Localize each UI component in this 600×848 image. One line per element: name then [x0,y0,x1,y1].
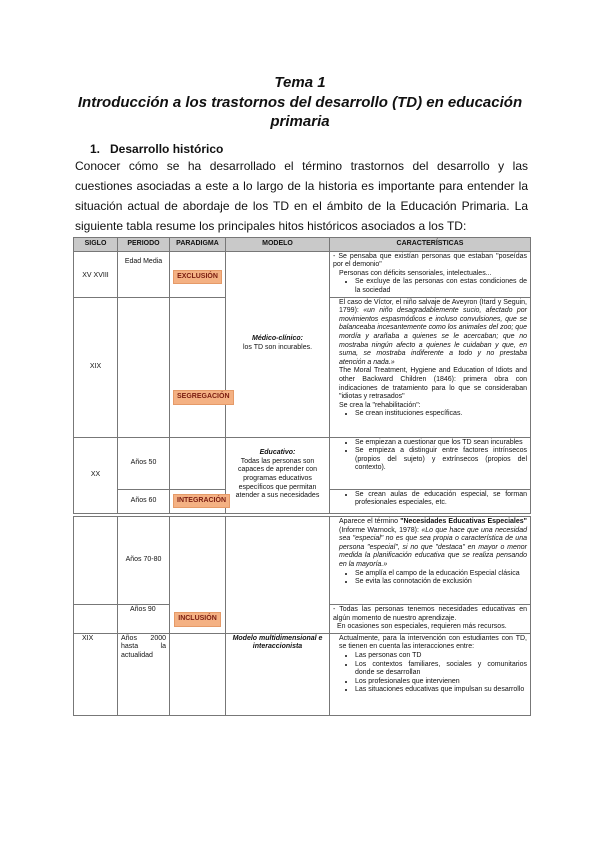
car-text: Actualmente, para la intervención con estudiantes con TD, se tienen en cuenta las interacciones entre: [339,634,527,651]
list-item: • Se crean aulas de educación especial, se forman profesionales especiales, etc. [355,491,527,508]
header-siglo: SIGLO [74,238,118,252]
periodo-word: la [160,643,166,651]
periodo-word: 2000 [150,634,166,642]
periodo-cell: Años 60 [118,489,170,513]
car-text: (Informe Warnock, 1978): [339,526,419,534]
list-item: • Las situaciones educativas que impulsan su desarrollo [355,686,527,695]
car-text: - Se pensaba que existían personas que estaban "poseídas por el demonio" [333,252,527,269]
periodo-cell: Años 90 [118,605,170,634]
modelo-cell-medico [226,251,330,437]
car-quote: «un niño desagradablemente sucio, afectado por movimientos espasmódicos e incluso convulsiones, que se balanceaba incesantemente como los animales del zoo; que mordía y arañaba a quienes se le acercaban; que no mostraba ningún afecto a quienes le cuidaban y que, en suma, se mostraba indiferente a todo y no prestaba atención a nada.» [339,307,527,366]
caracteristicas-cell [330,437,531,489]
periodo-word: actualidad [121,651,153,659]
car-text: Personas con déficits sensoriales, intelectuales... [339,269,492,277]
periodo-cell: Edad Media [118,251,170,297]
car-text: Aparece el término [339,518,399,525]
caracteristicas-cell [330,489,531,513]
caracteristicas-cell [330,633,531,715]
history-table-2 [73,516,531,716]
intro-paragraph: Conocer cómo se ha desarrollado el término trastornos del desarrollo y las cuestiones asociadas a este a lo largo de la historia es importante para entender la situación actual de abordaje de los TD en el ámbito de la Educación Primaria. La siguiente tabla resume los principales hitos históricos asociados a los TD: [75,159,528,233]
list-item: • Las personas con TD [355,652,527,661]
paradigm-badge-segregacion: SEGREGACIÓN [173,390,234,405]
section-heading: 1. Desarrollo histórico [90,142,224,156]
car-text: - Todas las personas tenemos necesidades educativas en algún momento de nuestro aprendizaje. [333,606,527,622]
periodo-word: Años [121,634,137,642]
periodo-word: hasta [121,643,139,651]
paradigm-badge-integracion: INTEGRACIÓN [173,494,230,509]
list-item: • Se empieza a distinguir entre factores intrínsecos (propios del sujeto) y extrínsecos (propios del contexto). [355,447,527,473]
car-text: Se crea la "rehabilitación": [339,401,421,409]
periodo-cell: Años 70-80 [118,517,170,605]
header-caracteristicas: CARACTERÍSTICAS [330,238,531,252]
header-paradigma: PARADIGMA [170,238,226,252]
list-item: • Se excluye de las personas con estas condiciones de la sociedad [355,278,527,295]
modelo-title: Educativo: [259,449,296,457]
caracteristicas-cell [330,251,531,297]
doc-subtitle-line2: primaria [270,113,330,130]
list-item: • Se evita las connotación de exclusión [355,578,527,587]
car-text: El caso de Víctor, el niño salvaje de Aveyron (Itard y Seguin, 1799): [339,298,527,315]
car-bold: "Necesidades Educativas Especiales" [400,518,527,525]
list-item: • Los profesionales que intervienen [355,678,527,687]
siglo-cell: XIX [74,297,118,437]
list-item: • Se empiezan a cuestionar que los TD sean incurables [355,439,527,448]
list-item: • Se crean instituciones específicas. [355,410,527,419]
paradigm-badge-inclusion: INCLUSIÓN [174,612,221,627]
siglo-cell: XIX [74,633,118,715]
paradigm-badge-exclusion: EXCLUSIÓN [173,270,222,285]
siglo-cell: XX [74,437,118,513]
list-item: • Se amplía el campo de la educación Especial clásica [355,570,527,579]
periodo-cell [118,633,170,715]
modelo-text: los TD son incurables. [242,344,313,352]
caracteristicas-cell [330,297,531,437]
header-periodo: PERIODO [118,238,170,252]
modelo-text: Todas las personas son capaces de aprender con programas educativos específicos que permitan atender a sus necesidades [235,457,320,500]
doc-title: Tema 1 [274,74,326,91]
siglo-cell: XV XVIII [74,251,118,297]
caracteristicas-cell [330,605,531,634]
modelo-cell-multidimensional: Modelo multidimensional e interaccionista [226,633,330,715]
list-item: • Los contextos familiares, sociales y comunitarios donde se desarrollan [355,661,527,678]
car-text: En ocasiones son especiales, requieren más recursos. [337,623,507,631]
modelo-title: Médico-clínico: [252,335,303,343]
doc-subtitle-line1: Introducción a los trastornos del desarrollo (TD) en educación [77,94,523,111]
car-text: The Moral Treatment, Hygiene and Education of Idiots and other Backward Children (1846): primera obra con indicaciones de tratamiento para lo que se consideraban "idiotas y retrasados" [339,367,527,401]
car-quote: «Lo que hace que una necesidad sea "especial" no es que sea propia o característica de una persona "especial", si no que "destaca" en mayor o menor medida la planificación educativa que se realiza pensando en la mayoría.» [339,526,527,568]
modelo-cell-educativo [226,437,330,513]
periodo-cell: Años 50 [118,437,170,489]
header-modelo: MODELO [226,238,330,252]
caracteristicas-cell [330,517,531,605]
history-table-1 [73,237,531,514]
